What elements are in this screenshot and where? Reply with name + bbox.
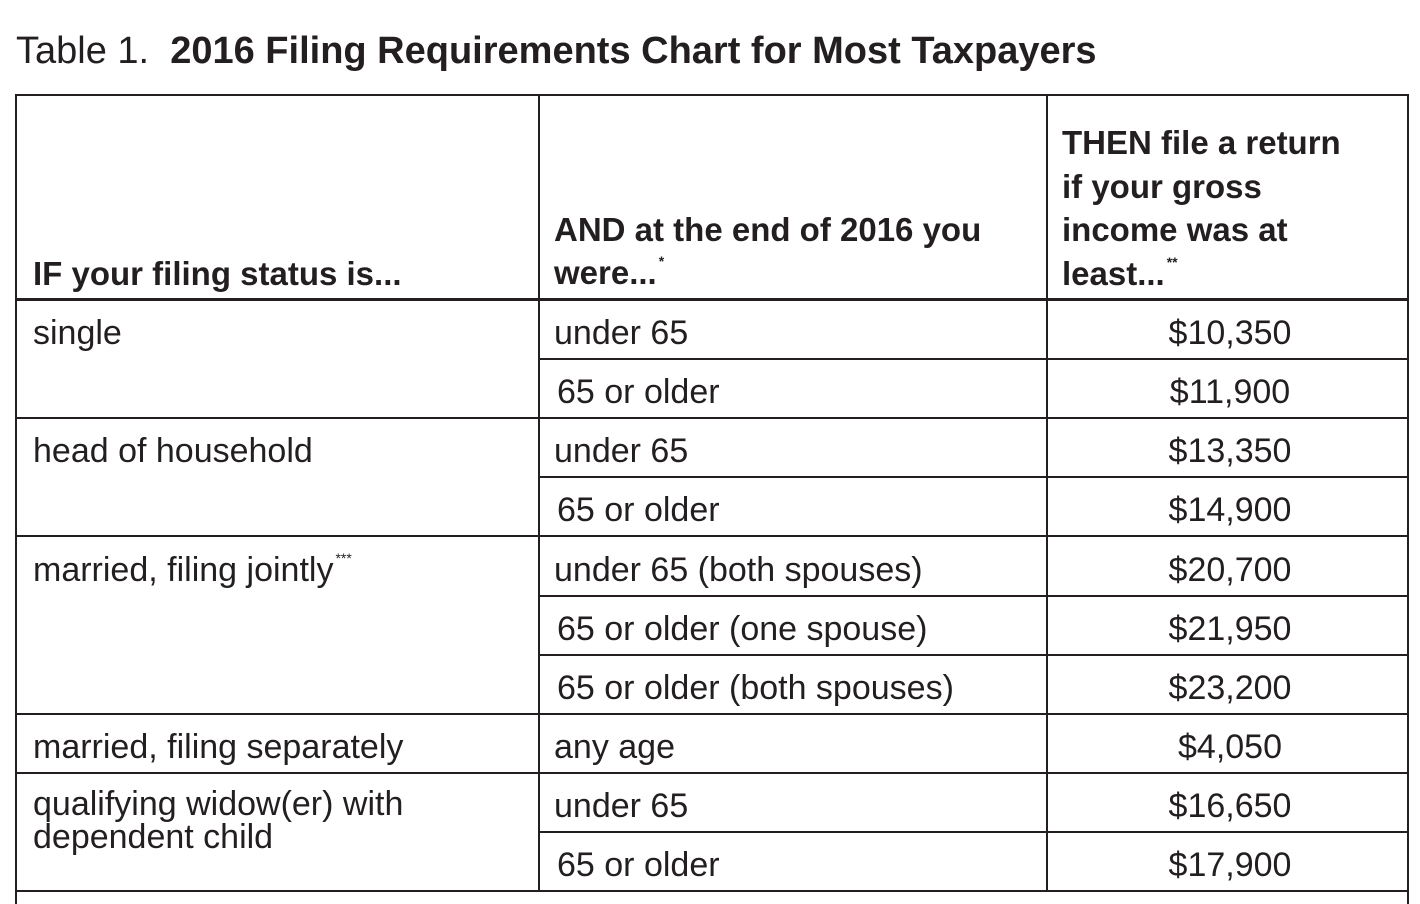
status-married-jointly-text: married, filing jointly	[33, 551, 334, 589]
header-age	[554, 208, 981, 294]
amount-cell: $20,700	[1168, 551, 1292, 589]
status-head-of-household: head of household	[33, 432, 313, 470]
age-cell: 65 or older (one spouse)	[557, 610, 928, 648]
header-divider	[15, 298, 1409, 301]
age-cell: 65 or older (both spouses)	[557, 669, 954, 707]
status-qualifying-widower-line2: dependent child	[33, 818, 274, 856]
header-income-line1: THEN file a return	[1062, 124, 1341, 161]
row-divider	[538, 831, 1409, 833]
status-single: single	[33, 314, 122, 352]
status-qualifying-widower	[33, 785, 404, 856]
table-border-top	[15, 94, 1409, 96]
row-divider	[538, 358, 1409, 360]
header-age-line2	[554, 251, 981, 294]
header-income-line2: if your gross	[1062, 167, 1262, 205]
status-married-jointly	[33, 552, 352, 588]
amount-cell: $11,900	[1169, 373, 1291, 411]
age-cell: any age	[554, 728, 675, 766]
age-cell: 65 or older	[557, 491, 720, 529]
age-cell: under 65 (both spouses)	[554, 551, 923, 589]
amount-cell: $16,650	[1168, 787, 1292, 825]
age-cell: under 65	[554, 432, 689, 470]
header-income-line3: income was at	[1062, 211, 1288, 248]
row-divider	[538, 476, 1409, 478]
table-border-left	[15, 94, 17, 904]
table-number: Table 1.	[16, 30, 150, 72]
age-cell: under 65	[554, 787, 689, 825]
header-age-line1: AND at the end of 2016 you	[554, 211, 982, 248]
footnote-mark: **	[1166, 253, 1178, 270]
header-gross-income	[1062, 121, 1341, 295]
group-divider	[15, 417, 1409, 419]
age-cell: under 65	[554, 314, 689, 352]
group-divider	[15, 772, 1409, 774]
footnote-mark: *	[658, 253, 665, 269]
group-divider	[15, 713, 1409, 715]
header-income-line4-text: least...	[1062, 254, 1165, 292]
amount-cell: $4,050	[1178, 728, 1282, 766]
amount-cell: $17,900	[1168, 846, 1292, 884]
row-divider	[538, 595, 1409, 597]
footnote-mark: ***	[335, 550, 352, 566]
amount-cell: $13,350	[1168, 432, 1292, 470]
header-age-line2-text: were...	[554, 254, 657, 291]
amount-cell: $21,950	[1168, 610, 1292, 648]
table-heading: 2016 Filing Requirements Chart for Most Taxpayers	[170, 30, 1097, 72]
row-divider	[538, 654, 1409, 656]
group-divider	[15, 890, 1409, 892]
header-filing-status-text: IF your filing status is...	[33, 255, 402, 292]
age-cell: 65 or older	[557, 846, 720, 884]
amount-cell: $14,900	[1168, 491, 1292, 529]
header-filing-status	[33, 252, 402, 295]
amount-cell: $10,350	[1168, 314, 1292, 352]
amount-cell: $23,200	[1168, 669, 1292, 707]
header-income-line4	[1062, 252, 1341, 296]
status-qualifying-widower-line1: qualifying widow(er) with	[33, 785, 404, 823]
group-divider	[15, 535, 1409, 537]
age-cell: 65 or older	[557, 373, 720, 411]
status-married-separately: married, filing separately	[33, 728, 404, 766]
